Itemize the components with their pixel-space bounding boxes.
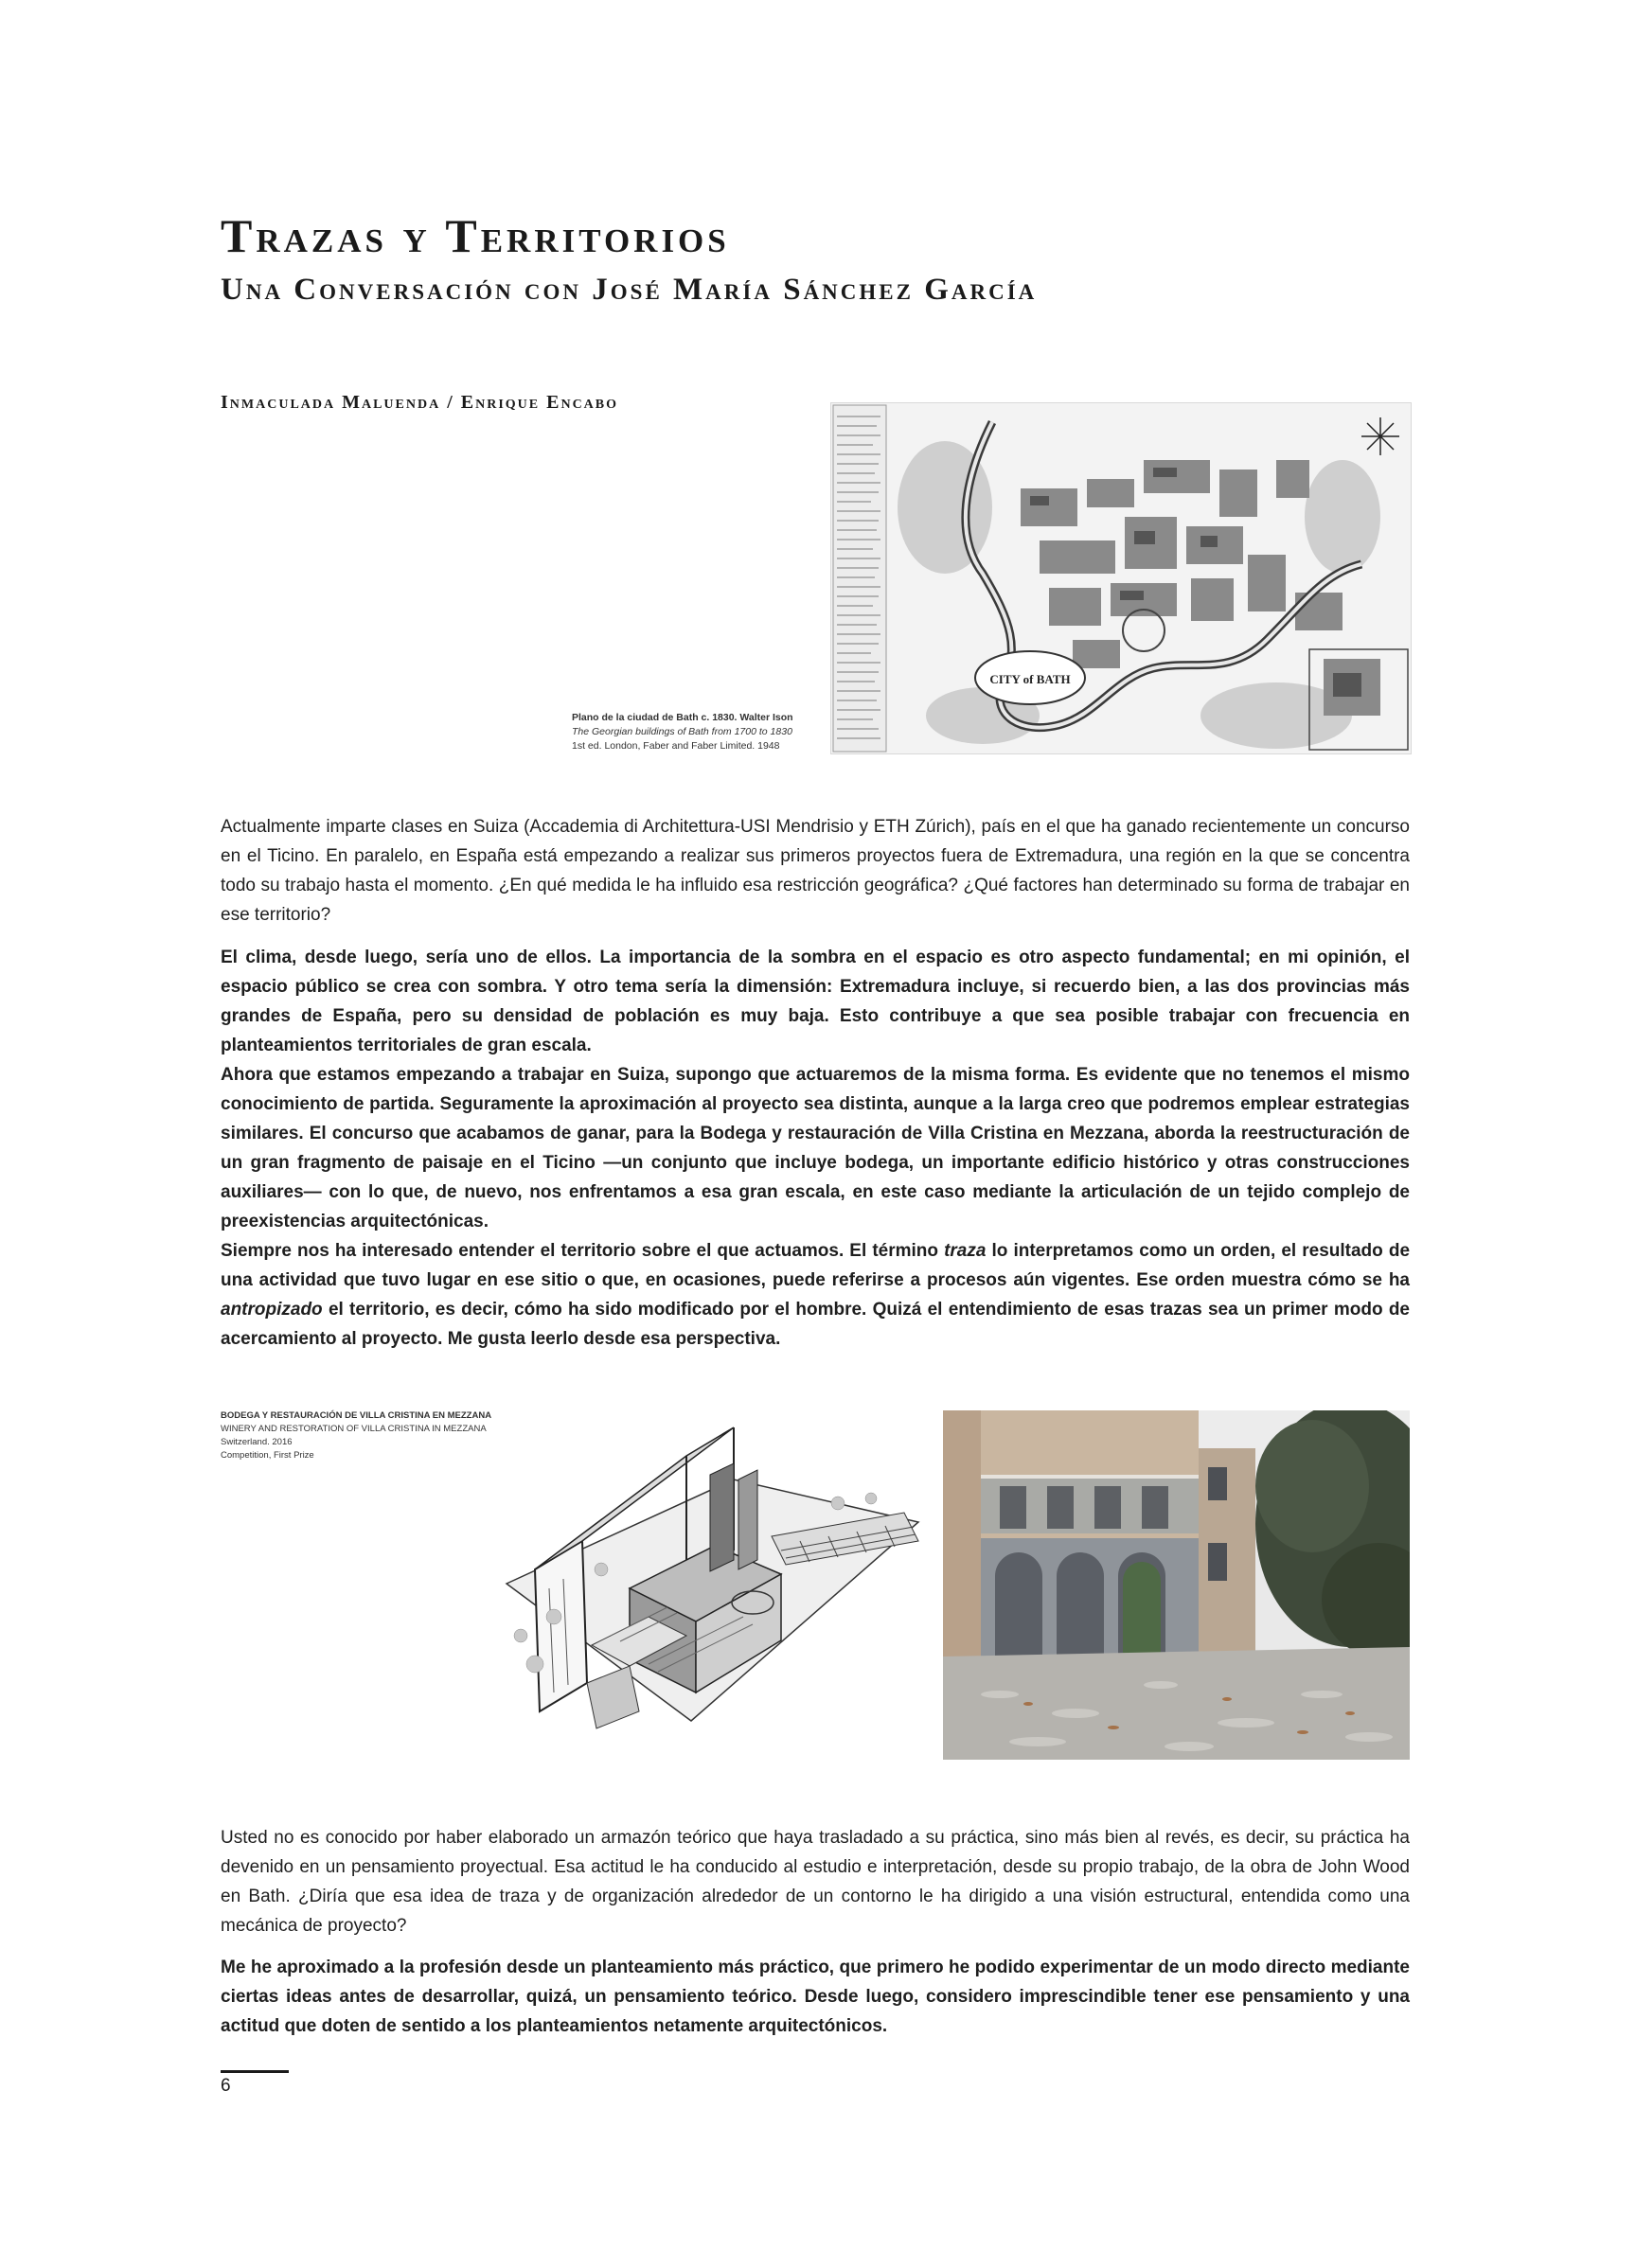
answer-1-p3-part-c: el territorio, es decir, cómo ha sido modificado por el hombre. Quizá el entendimiento de esas trazas sea un primer modo de acercamiento al proyecto. Me gusta leerlo desde esa perspectiva. (221, 1300, 1410, 1349)
page-number-rule (221, 2070, 289, 2073)
map-caption-line1: Plano de la ciudad de Bath c. 1830. Walter Ison (572, 712, 793, 723)
question-1-text: Actualmente imparte clases en Suiza (Accademia di Architettura-USI Mendrisio y ETH Zúrich), país en el que ha ganado recientemente un concurso en el Ticino. En paralelo, en España está empezando a realizar sus primeros proyectos fuera de Extremadura, una región en la que se concentra todo su trabajo hasta el momento. ¿En qué medida le ha influido esa restricción geográfica? ¿Qué factores han determinado su forma de trabajar en ese territorio? (221, 817, 1410, 925)
article-title: Trazas y Territorios (221, 209, 730, 262)
article-subtitle: Una Conversación con José María Sánchez García (221, 273, 1038, 307)
question-2 (221, 1823, 1410, 1940)
answer-2-text: Me he aproximado a la profesión desde un planteamiento más práctico, que primero he podido experimentar de un modo directo mediante ciertas ideas antes de desarrollar, quizá, un pensamiento teórico. Desde luego, considero imprescindible tener ese pensamiento y una actitud que doten de sentido a los planteamientos netamente arquitectónicos. (221, 1958, 1410, 2036)
question-1 (221, 812, 1410, 930)
answer-1-paragraph-2: Ahora que estamos empezando a trabajar en Suiza, supongo que actuaremos de la misma forma. Es evidente que no tenemos el mismo conocimiento de partida. Seguramente la aproximación al proyecto sea distinta, aunque a la larga creo que podremos emplear estrategias similares. El concurso que acabamos de ganar, para la Bodega y restauración de Villa Cristina en Mezzana, aborda la reestructuración de un gran fragmento de paisaje en el Ticino —un conjunto que incluye bodega, un importante edificio histórico y otras construcciones auxiliares— con lo que, de nuevo, nos enfrentamos a esa gran escala, en este caso mediante la articulación de un tejido complejo de preexistencias arquitectónicas. (221, 1065, 1410, 1231)
courtyard-render-image (943, 1410, 1410, 1760)
project-caption-line3: Switzerland. 2016 (221, 1437, 293, 1447)
map-caption-line3: 1st ed. London, Faber and Faber Limited. 1948 (572, 740, 780, 752)
answer-1-paragraph-3 (221, 1236, 1410, 1354)
answer-1-p3-part-a: Siempre nos ha interesado entender el territorio sobre el que actuamos. El término (221, 1241, 945, 1261)
answer-1 (221, 943, 1410, 1354)
term-antropizado: antropizado (221, 1300, 323, 1320)
bath-map-caption (572, 711, 823, 753)
map-caption-line2: The Georgian buildings of Bath from 1700 to 1830 (572, 726, 792, 737)
question-2-text: Usted no es conocido por haber elaborado un armazón teórico que haya trasladado a su práctica, sino más bien al revés, es decir, su práctica ha devenido en un pensamiento proyectual. Esa actitud le ha conducido al estudio e interpretación, desde su propio trabajo, de la obra de John Wood en Bath. ¿Diría que esa idea de traza y de organización alrededor de un contorno le ha dirigido a una visión estructural, entendida como una mecánica de proyecto? (221, 1828, 1410, 1936)
answer-1-p3-part-b: lo interpretamos como un orden, el resultado de una actividad que tuvo lugar en ese sitio o que, en ocasiones, puede referirse a procesos aún vigentes. Ese orden muestra cómo se ha (221, 1241, 1411, 1290)
map-cartouche-text: CITY of BATH (989, 672, 1071, 686)
article-authors: Inmaculada Maluenda / Enrique Encabo (221, 392, 619, 413)
term-traza: traza (944, 1241, 987, 1261)
project-caption-line1: BODEGA Y RESTAURACIÓN DE VILLA CRISTINA EN MEZZANA (221, 1410, 492, 1421)
project-caption-line4: Competition, First Prize (221, 1450, 314, 1461)
answer-1-paragraph-1: El clima, desde luego, sería uno de ellos. La importancia de la sombra en el espacio es otro aspecto fundamental; en mi opinión, el espacio público se crea con sombra. Y otro tema sería la dimensión: Extremadura incluye, si recuerdo bien, a las dos provincias más grandes de España, pero su densidad de población es muy baja. Esto contribuye a que sea posible trabajar con frecuencia en planteamientos territoriales de gran escala. (221, 948, 1410, 1055)
bath-map-image (830, 402, 1412, 754)
project-caption-line2: WINERY AND RESTORATION OF VILLA CRISTINA IN MEZZANA (221, 1424, 487, 1434)
answer-2 (221, 1953, 1410, 2041)
axonometric-drawing (497, 1409, 923, 1759)
page-number: 6 (221, 2076, 231, 2096)
